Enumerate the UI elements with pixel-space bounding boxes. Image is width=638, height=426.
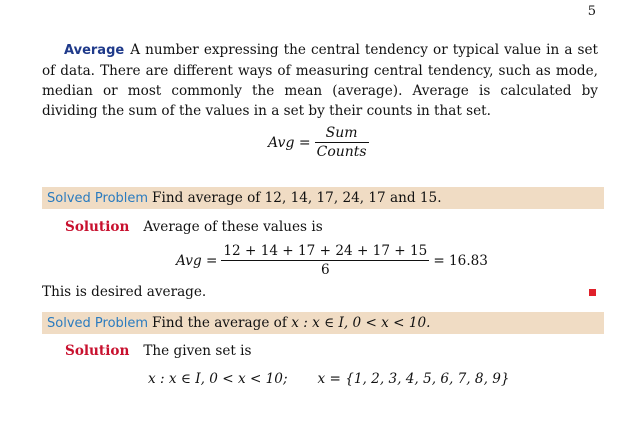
formula-lhs: Avg = bbox=[268, 134, 311, 151]
problem-2-text-prefix: Find the average of bbox=[152, 315, 287, 331]
solution-2-line bbox=[65, 341, 252, 361]
solution-2-set bbox=[148, 369, 510, 389]
solution-1-fraction bbox=[221, 242, 429, 279]
qed-square-icon bbox=[589, 289, 596, 296]
solution-1-text: Average of these values is bbox=[143, 219, 323, 235]
formula-fraction bbox=[315, 124, 369, 161]
solution-2-text: The given set is bbox=[143, 343, 252, 359]
definition-term: Average bbox=[64, 43, 125, 58]
formula-denominator: Counts bbox=[316, 144, 367, 160]
problem-2-box bbox=[42, 312, 604, 334]
solution-1-denominator: 6 bbox=[321, 262, 330, 278]
formula-numerator: Sum bbox=[325, 125, 358, 141]
solution-1-formula bbox=[176, 242, 488, 279]
problem-1-tag: Solved Problem bbox=[47, 191, 149, 206]
problem-1-box bbox=[42, 187, 604, 209]
definition-text: A number expressing the central tendency or typical value in a set of data. There are different ways of measuring central tendency, such as mode, median or most commonly the mean (average). Average is calculated by dividing the sum of the values in a set by their counts in that set. bbox=[42, 42, 598, 119]
problem-2-tag: Solved Problem bbox=[47, 316, 149, 331]
solution-1-conclusion: This is desired average. bbox=[42, 284, 207, 300]
solution-1-result: = 16.83 bbox=[433, 252, 488, 269]
set-values: x = {1, 2, 3, 4, 5, 6, 7, 8, 9} bbox=[317, 371, 510, 387]
page-number: 5 bbox=[587, 4, 596, 19]
problem-2-math: x : x ∈ I, 0 < x < 10. bbox=[291, 315, 431, 331]
problem-1-text: Find average of 12, 14, 17, 24, 17 and 15. bbox=[152, 190, 442, 206]
average-formula bbox=[268, 124, 373, 161]
solution-1-numerator: 12 + 14 + 17 + 24 + 17 + 15 bbox=[223, 243, 428, 259]
definition-paragraph bbox=[42, 40, 598, 121]
solution-2-label: Solution bbox=[65, 343, 130, 359]
set-definition: x : x ∈ I, 0 < x < 10; bbox=[148, 371, 288, 387]
solution-1-line bbox=[65, 217, 323, 237]
solution-1-lhs: Avg = bbox=[176, 252, 218, 269]
solution-1-label: Solution bbox=[65, 219, 130, 235]
